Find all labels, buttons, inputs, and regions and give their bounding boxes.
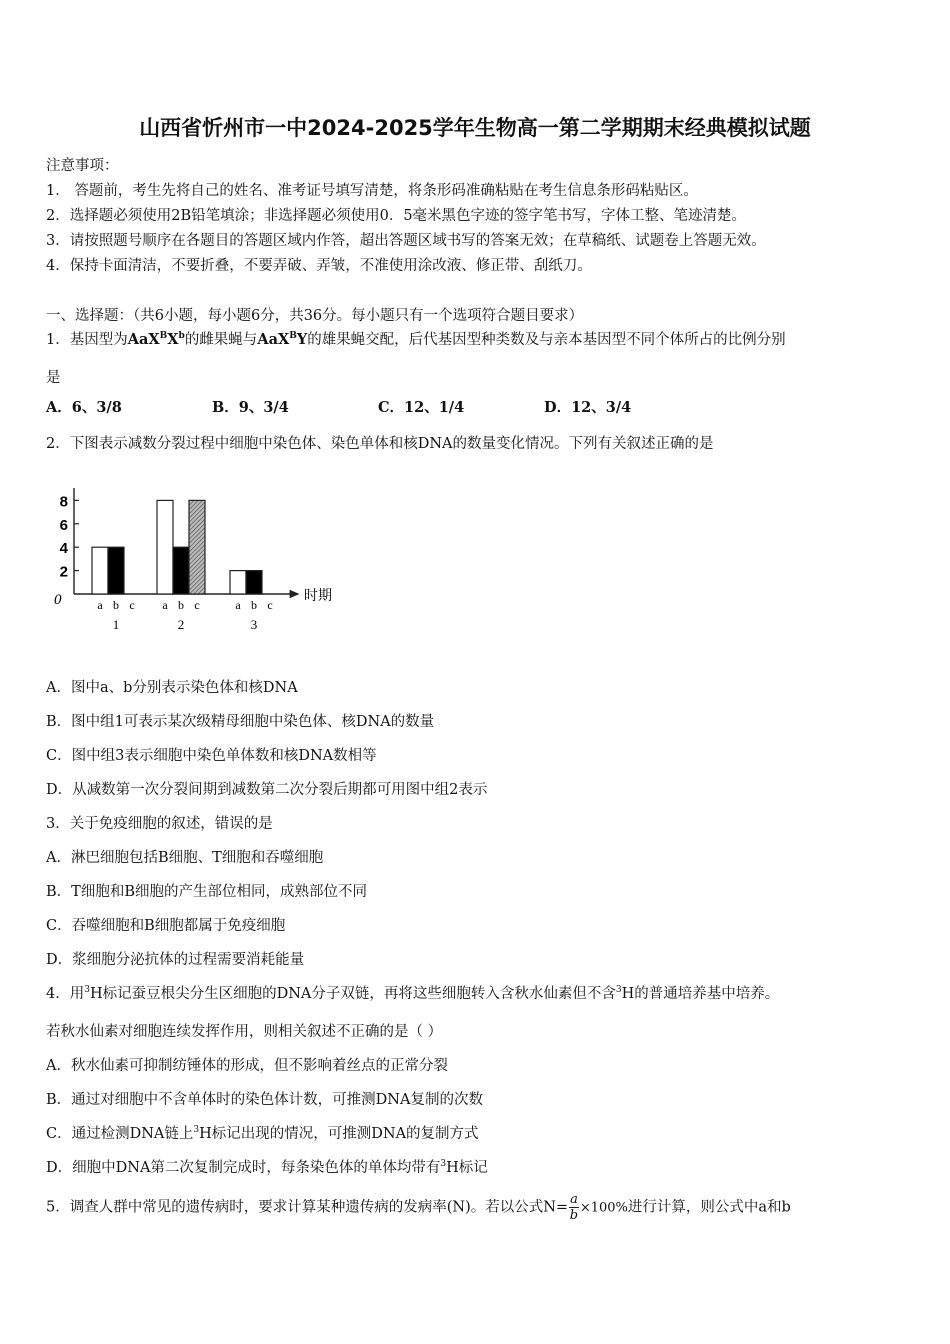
question-number: 1． [46, 332, 70, 348]
bar-a-group-2 [157, 500, 173, 594]
option-b: B．9、3/4 [212, 399, 289, 416]
page-title: 山西省忻州市一中2024-2025学年生物高一第二学期期末经典模拟试题 [139, 116, 811, 140]
q2-option-a: A．图中a、b分别表示染色体和核DNA [46, 680, 298, 696]
question-5-stem: 5．调查人群中常见的遗传病时，要求计算某种遗传病的发病率(N)。若以公式N= $\frac{a}{b}$ ×100%进行计算，则公式中a和b [46, 1192, 791, 1223]
section-heading: 一、选择题：（共6小题，每小题6分，共36分。每小题只有一个选项符合题目要求） [46, 308, 584, 324]
q3-option-d: D．浆细胞分泌抗体的过程需要消耗能量 [46, 952, 305, 968]
q4-option-d: D．细胞中DNA第二次复制完成时，每条染色体的单体均带有$^3$H标记 [46, 1159, 488, 1176]
q1-text: 的雄果蝇交配，后代基因型种类数及与亲本基因型不同个体所占的比例分别 [307, 332, 786, 348]
q2-option-c: C．图中组3表示细胞中染色单体数和核DNA数相等 [46, 748, 377, 764]
notice-item: 2．选择题必须使用2B铅笔填涂；非选择题必须使用0．5毫米黑色字迹的签字笔书写，字体工整、笔迹清楚。 [46, 208, 747, 224]
genotype-male: AaX$^B$Y [257, 331, 308, 348]
question-1-stem [46, 328, 786, 349]
question-2-stem: 2．下图表示减数分裂过程中细胞中染色体、染色单体和核DNA的数量变化情况。下列有关叙述正确的是 [46, 436, 714, 452]
y-tick-label: 2 [59, 563, 68, 581]
category-label: 1 [112, 617, 120, 632]
y-tick-label: 8 [59, 493, 68, 511]
series-label: c [129, 598, 135, 612]
q4-option-a: A．秋水仙素可抑制纺锤体的形成，但不影响着丝点的正常分裂 [46, 1058, 448, 1074]
bar-b-group-3 [246, 571, 262, 594]
question-4-stem: 4．用$^3$H标记蚕豆根尖分生区细胞的DNA分子双链，再将这些细胞转入含秋水仙素但不含$^3$H的普通培养基中培养。 [46, 985, 780, 1002]
series-label: a [235, 598, 241, 612]
question-1-options [46, 396, 906, 417]
origin-label: 0 [54, 592, 62, 608]
bar-b-group-2 [173, 547, 189, 594]
formula-percent: ×100% [579, 1200, 628, 1216]
notice-heading: 注意事项： [46, 158, 119, 174]
series-label: c [194, 598, 200, 612]
bar-a-group-1 [92, 547, 108, 594]
q3-option-b: B．T细胞和B细胞的产生部位相同，成熟部位不同 [46, 884, 367, 900]
notice-item: 4．保持卡面清洁，不要折叠，不要弄破、弄皱，不准使用涂改液、修正带、刮纸刀。 [46, 258, 592, 274]
q4-option-c: C．通过检测DNA链上$^3$H标记出现的情况，可推测DNA的复制方式 [46, 1125, 479, 1142]
q2-option-b: B．图中组1可表示某次级精母细胞中染色体、核DNA的数量 [46, 714, 435, 730]
question-3-stem: 3．关于免疫细胞的叙述，错误的是 [46, 816, 273, 832]
option-c: C．12、1/4 [378, 399, 465, 416]
series-label: a [97, 598, 103, 612]
notice-item: 3．请按照题号顺序在各题目的答题区域内作答，超出答题区域书写的答案无效；在草稿纸、试题卷上答题无效。 [46, 233, 766, 249]
series-label: a [162, 598, 168, 612]
bar-a-group-3 [230, 571, 246, 594]
question-4-continuation: 若秋水仙素对细胞连续发挥作用，则相关叙述不正确的是（ ） [46, 1024, 443, 1040]
formula-fraction: $\frac{a}{b}$ [569, 1192, 579, 1223]
q2-option-d: D．从减数第一次分裂间期到减数第二次分裂后期都可用图中组2表示 [46, 782, 488, 798]
series-label: b [178, 598, 184, 612]
series-label: b [113, 598, 119, 612]
q1-text: 的雌果蝇与 [184, 332, 258, 348]
q1-text: 基因型为 [69, 332, 128, 348]
genotype-female: $AaX^BX^b$ [127, 331, 185, 348]
y-tick-label: 6 [59, 516, 68, 534]
bar-b-group-1 [108, 547, 124, 594]
series-label: b [251, 598, 257, 612]
notice-item: 1． 答题前，考生先将自己的姓名、准考证号填写清楚，将条形码准确粘贴在考生信息条形码粘贴区。 [46, 183, 698, 199]
category-label: 2 [177, 617, 185, 632]
bar-c-group-2 [189, 500, 205, 594]
category-label: 3 [250, 617, 258, 632]
x-axis-label: 时期 [304, 588, 332, 604]
series-label: c [267, 598, 273, 612]
question-1-continuation: 是 [46, 370, 61, 386]
option-a: A．6、3/8 [46, 399, 122, 416]
q4-option-b: B．通过对细胞中不含单体时的染色体计数，可推测DNA复制的次数 [46, 1092, 483, 1108]
q3-option-a: A．淋巴细胞包括B细胞、T细胞和吞噬细胞 [46, 850, 324, 866]
q3-option-c: C．吞噬细胞和B细胞都属于免疫细胞 [46, 918, 286, 934]
option-d: D．12、3/4 [544, 399, 632, 416]
y-tick-label: 4 [59, 540, 68, 558]
bar-chart [40, 480, 350, 640]
